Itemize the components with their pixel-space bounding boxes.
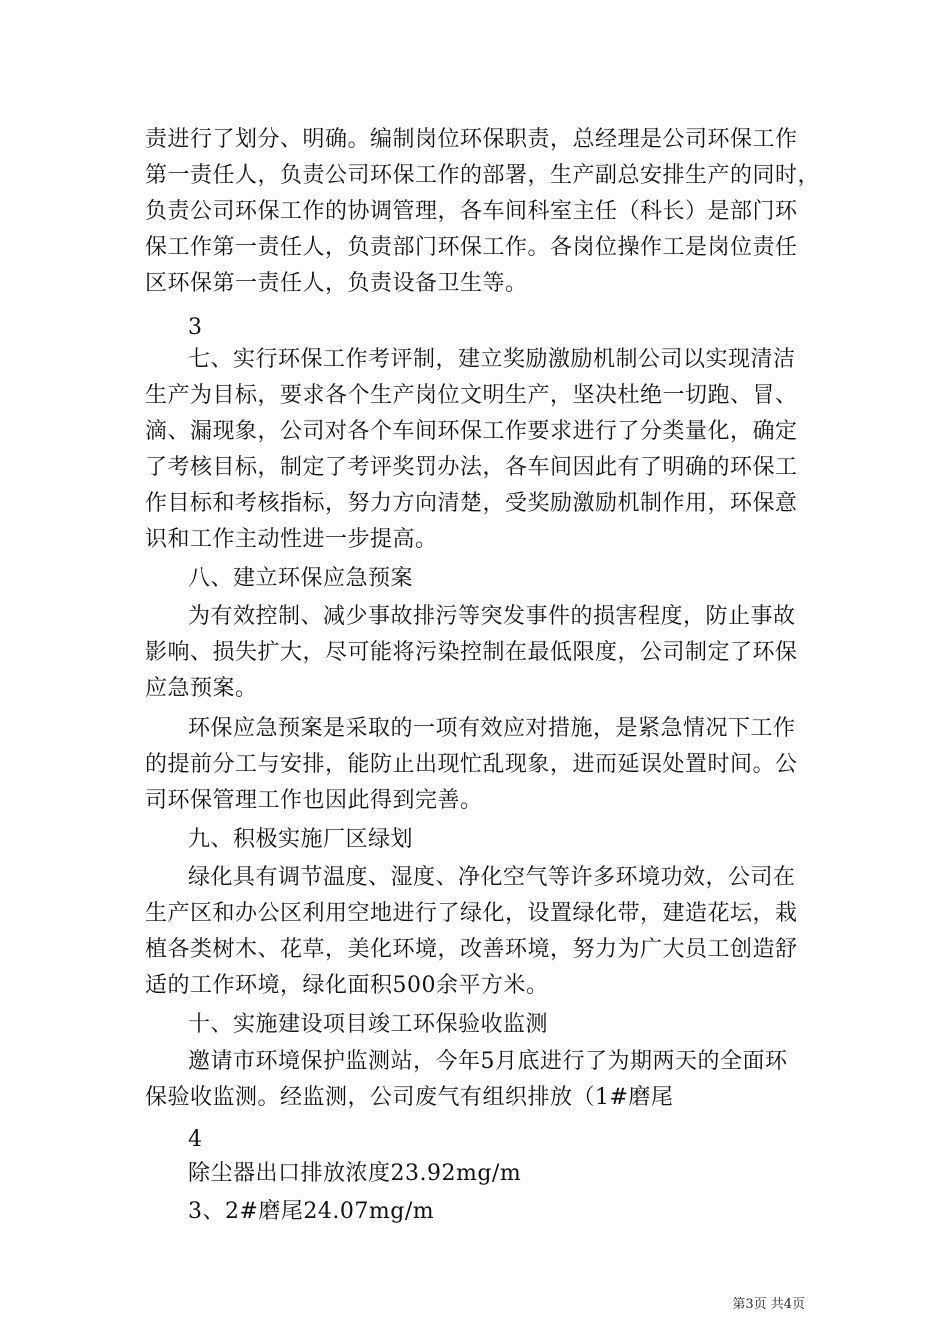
paragraph-line: 作目标和考核指标，努力方向清楚，受奖励激励机制作用，环保意 <box>145 491 798 516</box>
paragraph-line: 责进行了划分、明确。编制岗位环保职责，总经理是公司环保工作 <box>145 127 798 152</box>
paragraph-line: 保工作第一责任人，负责部门环保工作。各岗位操作工是岗位责任 <box>145 235 798 260</box>
paragraph-line: 除尘器出口排放浓度23.92mg/m <box>188 1161 522 1186</box>
paragraph-line: 保验收监测。经监测，公司废气有组织排放（1#磨尾 <box>145 1085 674 1110</box>
paragraph-line: 生产为目标，要求各个生产岗位文明生产，坚决杜绝一切跑、冒、 <box>145 383 798 408</box>
paragraph-line: 第一责任人，负责公司环保工作的部署，生产副总安排生产的同时， <box>145 163 821 188</box>
paragraph-line: 绿化具有调节温度、湿度、净化空气等许多环境功效，公司在 <box>188 865 796 890</box>
paragraph-line: 滴、漏现象，公司对各个车间环保工作要求进行了分类量化，确定 <box>145 419 798 444</box>
paragraph-line: 七、实行环保工作考评制，建立奖励激励机制公司以实现清洁 <box>188 347 796 372</box>
paragraph-line: 司环保管理工作也因此得到完善。 <box>145 788 483 813</box>
paragraph-line: 影响、损失扩大，尽可能将污染控制在最低限度，公司制定了环保 <box>145 640 798 665</box>
paragraph-line: 适的工作环境，绿化面积500余平方米。 <box>145 973 549 998</box>
paragraph-line: 邀请市环境保护监测站，今年5月底进行了为期两天的全面环 <box>188 1049 788 1074</box>
paragraph-line: 为有效控制、减少事故排污等突发事件的损害程度，防止事故 <box>188 604 796 629</box>
paragraph-line: 识和工作主动性进一步提高。 <box>145 527 438 552</box>
page-footer: 第3页 共4页 <box>732 1297 805 1312</box>
section-heading: 九、积极实施厂区绿划 <box>188 827 414 852</box>
paragraph-line: 应急预案。 <box>145 676 258 701</box>
paragraph-line: 了考核目标，制定了考评奖罚办法，各车间因此有了明确的环保工 <box>145 455 798 480</box>
paragraph-line: 3、2#磨尾24.07mg/m <box>188 1199 435 1224</box>
page-marker: 4 <box>188 1127 203 1152</box>
paragraph-line: 生产区和办公区利用空地进行了绿化，设置绿化带，建造花坛，栽 <box>145 901 798 926</box>
page-marker: 3 <box>188 315 203 340</box>
paragraph-line: 负责公司环保工作的协调管理，各车间科室主任（科长）是部门环 <box>145 199 798 224</box>
paragraph-line: 的提前分工与安排，能防止出现忙乱现象，进而延误处置时间。公 <box>145 752 798 777</box>
paragraph-line: 环保应急预案是采取的一项有效应对措施，是紧急情况下工作 <box>188 716 796 741</box>
paragraph-line: 区环保第一责任人，负责设备卫生等。 <box>145 271 528 296</box>
section-heading: 八、建立环保应急预案 <box>188 566 414 591</box>
section-heading: 十、实施建设项目竣工环保验收监测 <box>188 1012 549 1037</box>
paragraph-line: 植各类树木、花草，美化环境，改善环境，努力为广大员工创造舒 <box>145 937 798 962</box>
